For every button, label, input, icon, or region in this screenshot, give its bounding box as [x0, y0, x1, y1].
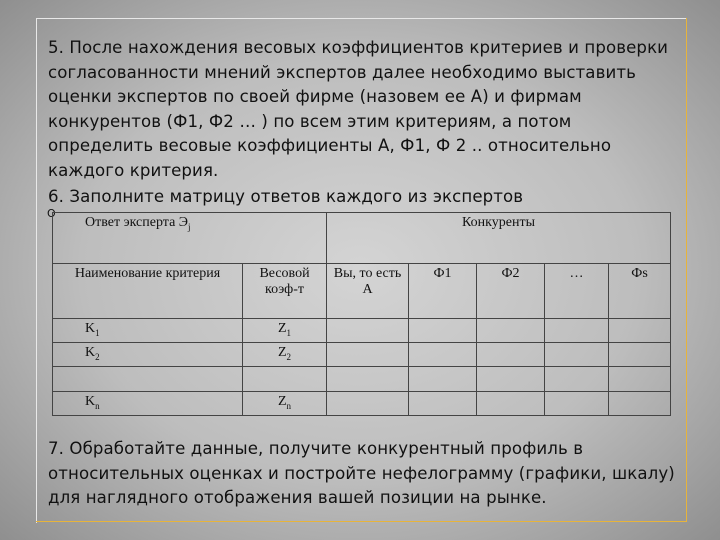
- criterion-cell: $K_1$: [53, 318, 243, 342]
- dots-header: …: [545, 263, 609, 318]
- answer-cell: [409, 391, 477, 415]
- f2-header: Ф2: [477, 263, 545, 318]
- expert-answer-matrix: [52, 212, 671, 416]
- gold-rule-right: [686, 18, 687, 522]
- answer-cell: [609, 318, 671, 342]
- f1-header: Ф1: [409, 263, 477, 318]
- weight-cell: $Z_n$: [243, 391, 327, 415]
- answer-cell: [477, 342, 545, 366]
- answer-cell: [477, 318, 545, 342]
- criterion-header: Наименование критерия: [53, 263, 243, 318]
- answer-cell: [409, 367, 477, 391]
- table-row: [53, 367, 671, 391]
- answer-cell: [609, 367, 671, 391]
- answer-cell: [409, 318, 477, 342]
- table-row: [53, 391, 671, 415]
- criterion-cell: $K_n$: [53, 391, 243, 415]
- answer-cell: [327, 367, 409, 391]
- competitors-header: Конкуренты: [327, 213, 671, 264]
- step-7-text: 7. Обработайте данные, получите конкурентный профиль в относительных оценках и постройте нефелограмму (графики, шкалу) для наглядного отображения вашей позиции на рынке.: [48, 439, 675, 507]
- weight-cell: [243, 367, 327, 391]
- answer-cell: [545, 342, 609, 366]
- you-header: Вы, то есть А: [327, 263, 409, 318]
- expert-answer-header: Ответ эксперта $Э_j$: [53, 213, 327, 264]
- criterion-cell: [53, 367, 243, 391]
- weight-cell: $Z_1$: [243, 318, 327, 342]
- table-row: [53, 342, 671, 366]
- table-row: [53, 318, 671, 342]
- answer-cell: [609, 391, 671, 415]
- o-mark: О: [47, 207, 56, 220]
- answer-cell: [609, 342, 671, 366]
- step-5-text: 5. После нахождения весовых коэффициентов критериев и проверки согласованности мнений экспертов далее необходимо выставить оценки экспертов по своей фирме (назовем ее А) и фирмам конкурентов (Ф1, Ф2 … ) по всем этим критериям, а потом определить весовые коэффициенты А, Ф1, Ф 2 .. относительно каждого критерия.: [48, 38, 669, 180]
- answer-cell: [545, 391, 609, 415]
- fs-header: Фs: [609, 263, 671, 318]
- weight-header: Весовой коэф-т: [243, 263, 327, 318]
- answer-cell: [327, 318, 409, 342]
- answer-cell: [477, 391, 545, 415]
- answer-cell: [409, 342, 477, 366]
- criterion-cell: $K_2$: [53, 342, 243, 366]
- answer-cell: [477, 367, 545, 391]
- answer-cell: [545, 318, 609, 342]
- answer-cell: [327, 391, 409, 415]
- weight-cell: $Z_2$: [243, 342, 327, 366]
- answer-cell: [327, 342, 409, 366]
- gold-rule-bottom: [36, 521, 687, 522]
- answer-cell: [545, 367, 609, 391]
- step-6-text: 6. Заполните матрицу ответов каждого из экспертов: [48, 187, 524, 206]
